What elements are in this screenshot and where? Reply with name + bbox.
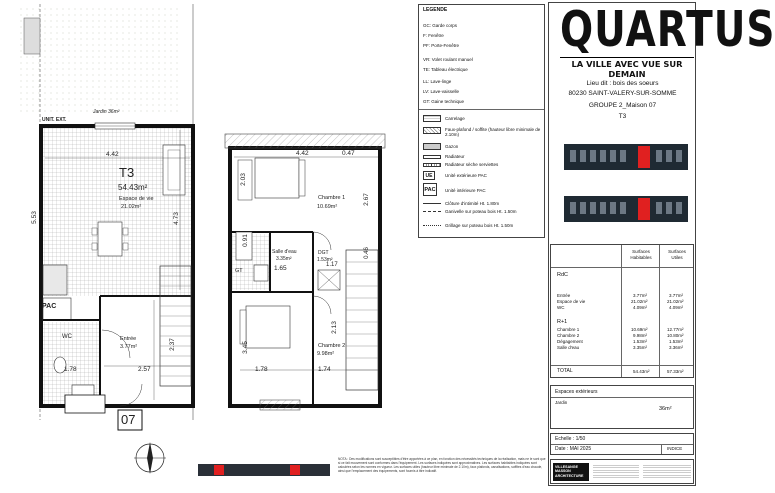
legend-symbol-label: Gazon: [445, 144, 459, 149]
bedroom-1-label: Chambre 1: [318, 195, 346, 201]
disclaimer-note: NOTA : Des modifications sont susceptibles d'être apportées à ce plan, en fonction des nécessités techniques de la réalisation, mais ne le sont que si ce fait mouvement sont conformes dans l'équipement. Les surfaces indiquées sont approximatives. Les surfaces habitables indiquées sont calculées selon les normes en vigueur. Les surfaces utiles (hauteur libre minimale de 2.10m), faux plafonds, canalisations, soffites d'eau chaude, ainsi que l'emplacement des équipements, sont fournis à titre indicatif.: [338, 457, 546, 473]
unit-ext-label: UNIT. EXT.: [42, 117, 67, 123]
bathroom-area: 3.35m²: [276, 256, 292, 262]
row-hab: 1.53m²: [633, 339, 648, 344]
row-hab: 3.77m²: [633, 293, 648, 298]
row-hab: 10.69m²: [631, 327, 648, 332]
dim-553: 5.53: [30, 211, 38, 224]
dim-046: 0.46: [363, 247, 370, 259]
radiator-icon: [423, 155, 441, 159]
thumbnail-highlight: [638, 198, 650, 220]
section-rdc: RdC: [557, 272, 569, 278]
row-util: 12.77m²: [667, 327, 684, 332]
legend-symbol-label: Carrelage: [445, 116, 465, 121]
brand-name: QUARTUS: [560, 2, 775, 59]
garden-label: Jardin 36m²: [93, 109, 120, 115]
legend-symbol-label: Unité intérieure PAC: [445, 188, 486, 193]
row-util: 21.02m²: [667, 299, 684, 304]
wc-label: WC: [62, 334, 72, 340]
dim-178-upper: 1.78: [255, 366, 268, 373]
tile-swatch-icon: [423, 115, 441, 122]
row-label: Entrée: [557, 293, 571, 298]
architect-logo: VILLESANGE MASSON ARCHITECTURE: [553, 463, 589, 481]
plan-thumbnail-upper: [564, 144, 688, 170]
dim-117: 1.17: [326, 262, 338, 268]
brand-tagline: LA VILLE AVEC VUE SUR DEMAIN: [560, 57, 694, 79]
bathroom-label: Salle d'eau: [272, 249, 297, 255]
legend-abbrev: LV: Lave-vaisselle: [423, 89, 460, 94]
dim-213: 2.13: [330, 321, 338, 334]
thumbnail-highlight: [638, 146, 650, 168]
surfaces-table: [550, 244, 694, 378]
type-label: T3: [119, 165, 135, 180]
dim-091: 0.91: [241, 234, 249, 247]
location-line-3: GROUPE 2_Maison 07: [588, 102, 657, 109]
dim-257: 2.57: [138, 366, 151, 373]
privacy-fence-icon: [423, 203, 441, 205]
brand-logo: [560, 2, 775, 79]
legend-symbol-label: Grillage sur poteau bois Ht. 1.50m: [445, 223, 514, 228]
architect-footer: [550, 459, 694, 484]
date-label: Date : MAI 2025: [555, 446, 592, 452]
lawn-swatch-icon: [423, 143, 441, 150]
dim-203: 2.03: [239, 173, 247, 186]
exterior-value: 36m²: [659, 406, 672, 412]
technical-duct-label: GT: [235, 268, 243, 274]
total-habitable: 54.43m²: [633, 369, 650, 374]
legend-abbrev: F: Fenêtre: [423, 33, 444, 38]
col-header-habitable: Surfaces Habitables: [630, 249, 652, 260]
location-line-2: 80230 SAINT-VALERY-SUR-SOMME: [568, 90, 677, 97]
outdoor-unit-icon: UE: [423, 171, 435, 180]
row-label: Chambre 2: [557, 333, 580, 338]
row-util: 3.36m²: [669, 345, 684, 350]
upper-floor-plan: [225, 134, 385, 410]
legend-title: LEGENDE: [423, 7, 448, 13]
dim-267: 2.67: [362, 193, 370, 206]
section-r1: R+1: [557, 319, 568, 325]
col-header-useful: Surfaces Utiles: [668, 249, 686, 260]
dim-165: 1.65: [274, 265, 287, 272]
entry-label: Entrée: [120, 336, 137, 342]
scale-label: Echelle : 1/50: [555, 436, 586, 442]
living-label: Espace de vie: [119, 196, 154, 202]
legend-symbol-label: Radiateur sèche serviettes: [445, 162, 499, 167]
indoor-unit-icon: PAC: [423, 183, 437, 196]
legend-symbol-label: Faux-plafond / soffite (hauteur libre minimale de 2.10m): [445, 127, 541, 137]
legend-abbrev: TE: Tableau électrique: [423, 67, 468, 72]
house-number: 07: [121, 412, 136, 427]
row-label: Espace de vie: [557, 299, 586, 304]
bedroom-1-area: 10.69m²: [317, 204, 338, 210]
legend-symbol-label: Ganivelle sur poteau bois Ht. 1.50m: [445, 209, 517, 214]
total-area: 54.43m²: [118, 183, 148, 192]
legend-abbrev: GT: Gaine technique: [423, 99, 465, 104]
row-hab: 4.09m²: [633, 305, 648, 310]
exterior-label: Jardin: [555, 400, 568, 405]
row-util: 4.09m²: [669, 305, 684, 310]
row-hab: 21.02m²: [631, 299, 648, 304]
ground-floor-plan: [41, 123, 193, 430]
dim-442-upper: 4.42: [296, 150, 309, 157]
row-label: WC: [557, 305, 565, 310]
row-label: Salle d'eau: [557, 345, 580, 350]
hallway-label: DGT: [318, 250, 329, 256]
legend-abbrev: GC: Garde corps: [423, 23, 458, 28]
entry-area: 3.77m²: [120, 344, 138, 350]
legend-abbrev: LL: Lave-linge: [423, 79, 452, 84]
row-util: 1.53m²: [669, 339, 684, 344]
north-compass: [134, 442, 166, 474]
total-label: TOTAL: [557, 368, 573, 374]
dim-178-ground: 1.78: [64, 366, 77, 373]
total-useful: 57.33m²: [667, 369, 684, 374]
row-hab: 3.35m²: [633, 345, 648, 350]
legend-abbrev: VR: Volet roulant manuel: [423, 57, 473, 62]
legend-symbol-label: Unité extérieure PAC: [445, 173, 487, 178]
living-area: 21.02m²: [121, 204, 142, 210]
wire-fence-icon: [423, 225, 441, 228]
dim-345: 3.45: [241, 341, 249, 354]
ganivelle-icon: [423, 211, 441, 214]
row-util: 3.77m²: [669, 293, 684, 298]
row-hab: 9.98m²: [633, 333, 648, 338]
location-line-1: Lieu dit : bois des soeurs: [586, 80, 659, 87]
dim-174: 1.74: [318, 366, 331, 373]
scale-date-block: [550, 433, 694, 455]
dim-237: 2.37: [168, 338, 176, 351]
legend-abbrev: PF: Porte-Fenêtre: [423, 43, 460, 48]
dim-473: 4.73: [172, 212, 180, 225]
row-util: 10.80m²: [667, 333, 684, 338]
legend-symbol-label: Radiateur: [445, 154, 465, 159]
location-line-4: T3: [618, 113, 627, 120]
plan-thumbnail-lower: [564, 196, 688, 222]
index-label: INDICE: [667, 446, 683, 451]
dim-047: 0.47: [342, 150, 355, 157]
legend-panel: [418, 4, 545, 238]
bedroom-2-area: 9.98m²: [317, 351, 335, 357]
legend-symbol-label: Clôture d'intimité Ht. 1.80m: [445, 201, 500, 206]
exterior-spaces: [550, 385, 694, 429]
dim-442-ground: 4.42: [106, 151, 119, 158]
elevation-highlight: [290, 465, 300, 475]
hallway-area: 1.53m²: [317, 257, 333, 263]
hatch-swatch-icon: [423, 127, 441, 134]
exterior-title: Espaces extérieurs: [555, 389, 598, 395]
row-label: Dégagement: [557, 339, 583, 344]
legend-divider: [419, 109, 544, 110]
row-label: Chambre 1: [557, 327, 580, 332]
pac-label: PAC: [42, 303, 57, 310]
bedroom-2-label: Chambre 2: [318, 343, 346, 349]
towel-radiator-icon: [423, 163, 441, 167]
